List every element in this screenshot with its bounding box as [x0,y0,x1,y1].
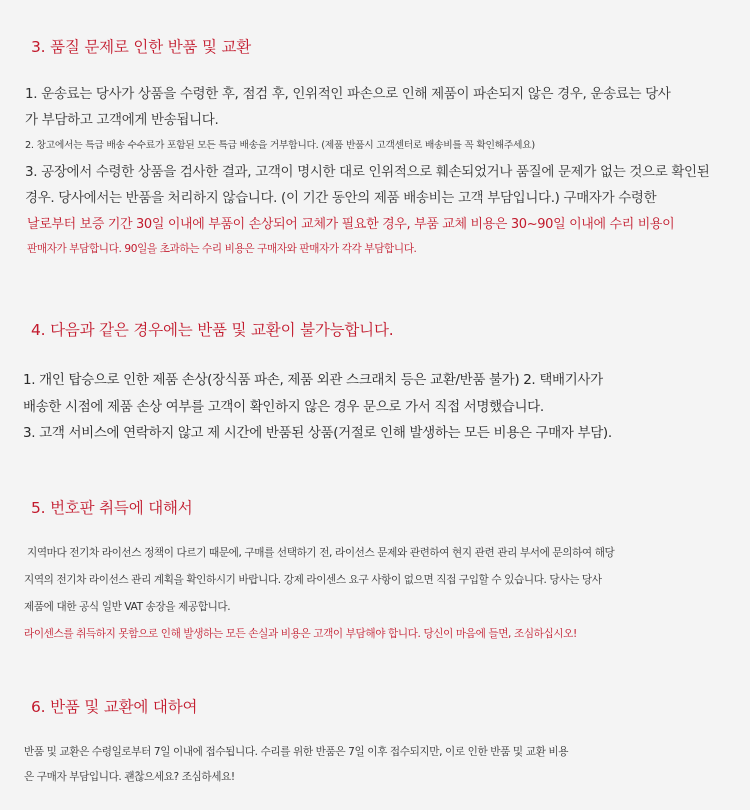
section-3-line-3a: 3. 공장에서 수령한 상품을 검사한 결과, 고객이 명시한 대로 인위적으로 훼손되었거나 품질에 문제가 없는 것으로 확인된 [25,164,710,180]
section-4-line-3: 3. 고객 서비스에 연락하지 않고 제 시간에 반품된 상품(거절로 인해 발생하는 모든 비용은 구매자 부담). [23,425,612,441]
section-5-line-1: 지역마다 전기차 라이선스 정책이 다르기 때문에, 구매를 선택하기 전, 라이선스 문제와 관련하여 현지 관련 관리 부서에 문의하여 해당 [27,547,615,559]
section-5-heading: 5. 번호판 취득에 대해서 [31,499,193,517]
section-6-heading: 6. 반품 및 교환에 대하여 [31,698,198,716]
section-4-line-2: 배송한 시점에 제품 손상 여부를 고객이 확인하지 않은 경우 문으로 가서 직접 서명했습니다. [23,399,544,415]
section-5-line-4: 라이센스를 취득하지 못함으로 인해 발생하는 모든 손실과 비용은 고객이 부담해야 합니다. 당신이 마음에 들면, 조심하십시오! [24,628,577,640]
section-5-line-3: 제품에 대한 공식 일반 VAT 송장을 제공합니다. [24,601,231,613]
section-3-heading: 3. 품질 문제로 인한 반품 및 교환 [31,38,252,56]
section-6-line-2: 은 구매자 부담입니다. 괜찮으세요? 조심하세요! [24,771,235,783]
section-4-line-1: 1. 개인 탑승으로 인한 제품 손상(장식품 파손, 제품 외관 스크래치 등은 교환/반품 불가) 2. 택배기사가 [23,372,603,388]
section-4-heading: 4. 다음과 같은 경우에는 반품 및 교환이 불가능합니다. [31,321,394,339]
section-5-line-2: 지역의 전기차 라이선스 관리 계획을 확인하시기 바랍니다. 강제 라이센스 요구 사항이 없으면 직접 구입할 수 있습니다. 당사는 당사 [24,574,602,586]
section-3-line-3b: 경우. 당사에서는 반품을 처리하지 않습니다. (이 기간 동안의 제품 배송비는 고객 부담입니다.) 구매자가 수령한 [25,190,657,206]
section-3-line-1a: 1. 운송료는 당사가 상품을 수령한 후, 점검 후, 인위적인 파손으로 인해 제품이 파손되지 않은 경우, 운송료는 당사 [25,86,671,102]
section-3-line-1b: 가 부담하고 고객에게 반송됩니다. [25,112,219,128]
section-6-line-1: 반품 및 교환은 수령일로부터 7일 이내에 접수됩니다. 수리를 위한 반품은 7일 이후 접수되지만, 이로 인한 반품 및 교환 비용 [24,746,569,758]
section-3-line-2: 2. 창고에서는 특급 배송 수수료가 포함된 모든 특급 배송을 거부합니다. (제품 반품시 고객센터로 배송비를 꼭 확인해주세요) [25,140,535,151]
section-3-line-4b: 판매자가 부담합니다. 90일을 초과하는 수리 비용은 구매자와 판매자가 각각 부담합니다. [27,243,417,255]
section-3-line-4a: 날로부터 보증 기간 30일 이내에 부품이 손상되어 교체가 필요한 경우, 부품 교체 비용은 30~90일 이내에 수리 비용이 [27,217,675,232]
